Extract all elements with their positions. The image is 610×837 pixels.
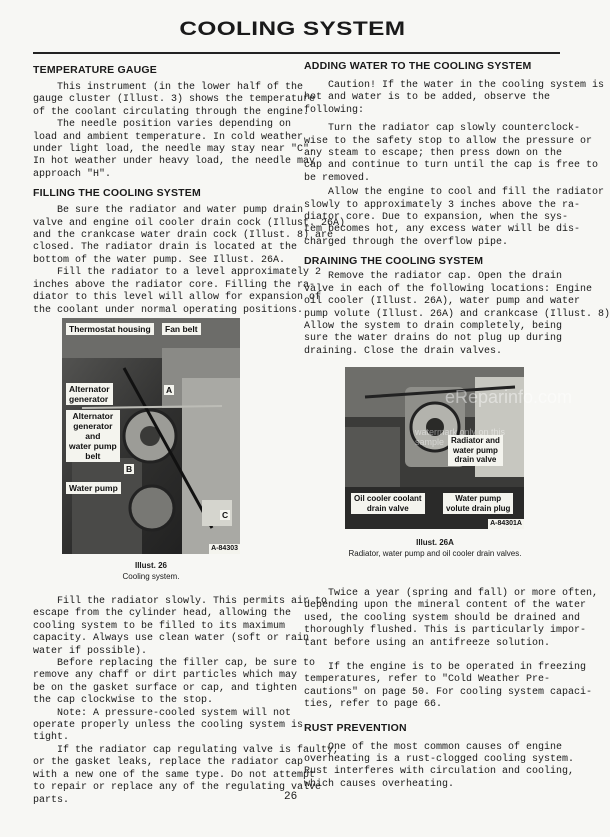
label-volute-drain-plug: Water pump volute drain plug (443, 493, 513, 514)
add-paragraph-1: Caution! If the water in the cooling system is hot and water is to be added, observe the following: (304, 80, 605, 116)
bottom-paragraph-3: Note: A pressure-cooled system will not operate properly unless the cooling system is tight. (33, 707, 304, 744)
page-title: COOLING SYSTEM (179, 18, 406, 40)
fill-paragraph-2: Fill the radiator to a level approximately 2 inches above the radiator core. Filling the ra- diator to this level will allow for expansion of the coolant under normal operating positions. (33, 267, 322, 316)
rust-prevention-heading: RUST PREVENTION (304, 721, 407, 734)
twice-a-year-paragraph: Twice a year (spring and fall) or more often, depending upon the mineral content of the water used, the cooling system should be drained and thoroughly flushed. This is particularly impor- tant before using an antifreeze solution. (304, 588, 599, 649)
label-water-pump: Water pump (66, 482, 121, 494)
add-paragraph-3: Allow the engine to cool and fill the radiator slowly to approximately 3 inches above the ra- diator core. Due to expansion, when the sys- tem becomes hot, any excess water will be dis- charged through the overflow pipe. (304, 187, 605, 248)
label-oil-cooler-valve: Oil cooler coolant drain valve (351, 493, 425, 514)
right-column-top (304, 60, 610, 358)
cooling-system-photo (62, 318, 240, 554)
drain-paragraph: Remove the radiator cap. Open the drain valve in each of the following locations: Engine oil cooler (Illust. 26A), water pump and water pump volute (Illust. 26A) and crankcase (Illust. 8) Allow the system to drain completely, being sure the water drains do not plug up during draining. Close the drain valves. (304, 271, 610, 357)
fill-paragraph-1: Be sure the radiator and water pump drain valve and engine oil cooler drain cock (Illust. 26A) and the crankcase water drain cock (Illust. 8) are closed. The radiator drain is located at the bottom of the water pump. See Illust. 26A. (33, 205, 346, 266)
right-column-bottom (304, 588, 599, 791)
bottom-paragraph-4: If the radiator cap regulating valve is faulty, or the gasket leaks, replace the radiator cap with a new one of the same type. Do not attempt to repair or replace any of the regulating valve parts. (33, 744, 340, 806)
figure-26a-caption (300, 537, 570, 559)
figure-26-caption (62, 560, 240, 582)
freezing-paragraph: If the engine is to be operated in freezing temperatures, refer to "Cold Weather Pre- cautions" on page 50. For cooling system capaci- ties, refer to page 66. (304, 662, 593, 711)
figure-code-26: A-84303 (211, 545, 238, 552)
title-rule (33, 52, 560, 54)
figure-26-subtitle: Cooling system. (122, 572, 180, 581)
figure-26a-number: Illust. 26A (416, 538, 454, 547)
temperature-gauge-heading: TEMPERATURE GAUGE (33, 64, 157, 76)
label-alternator-belt: Alternator generator and water pump belt (66, 410, 120, 462)
label-a: A (166, 385, 173, 395)
label-c: C (222, 510, 229, 520)
temp-paragraph-2: The needle position varies depending on load and ambient temperature. In cold weather under light load, the needle may stay near "C". In hot weather under heavy load, the needle may approach "H". (33, 119, 316, 180)
label-radiator-drain-valve: Radiator and water pump drain valve (448, 435, 503, 466)
label-fan-belt: Fan belt (162, 323, 201, 335)
watermark-sample: watermark only on this sample (415, 427, 506, 447)
figure-26-number: Illust. 26 (134, 561, 167, 570)
label-thermostat-housing: Thermostat housing (66, 323, 154, 335)
rust-paragraph: One of the most common causes of engine overheating is a rust-clogged cooling system. Rust interferes with circulation and cooling, which causes overheating. (304, 741, 575, 790)
figure-code-26a: A-84301A (490, 520, 522, 527)
bottom-paragraph-2: Before replacing the filler cap, be sure to remove any chaff or dirt particles which may be on the gasket surface or cap, and tighten the cap clockwise to the stop. (33, 658, 316, 707)
add-paragraph-2: Turn the radiator cap slowly counterclock- wise to the safety stop to allow the pressure or any steam to escape; then press down on the cap and continue to turn until the cap is free to be removed. (304, 123, 599, 184)
figure-26a-subtitle: Radiator, water pump and oil cooler drain valves. (348, 549, 522, 558)
bottom-paragraph-1: Fill the radiator slowly. This permits air to escape from the cylinder head, allowing the cooling system to be filled to its maximum capacity. Always use clean water (soft or rain water if possible). (33, 596, 328, 657)
adding-water-heading: ADDING WATER TO THE COOLING SYSTEM (304, 60, 532, 72)
label-b: B (126, 464, 133, 474)
page-number: 26 (284, 791, 298, 803)
drain-valves-photo (345, 367, 573, 529)
draining-heading: DRAINING THE COOLING SYSTEM (304, 255, 484, 268)
watermark-logo: eReparinfo.com (445, 387, 573, 407)
label-alternator: Alternator generator (66, 383, 113, 405)
left-column-bottom (33, 596, 340, 807)
temp-paragraph-1: This instrument (in the lower half of the gauge cluster (Illust. 3) shows the temperature of the coolant circulating through the engine. (33, 82, 316, 118)
filling-heading: FILLING THE COOLING SYSTEM (33, 187, 201, 200)
left-column-top (33, 64, 346, 317)
